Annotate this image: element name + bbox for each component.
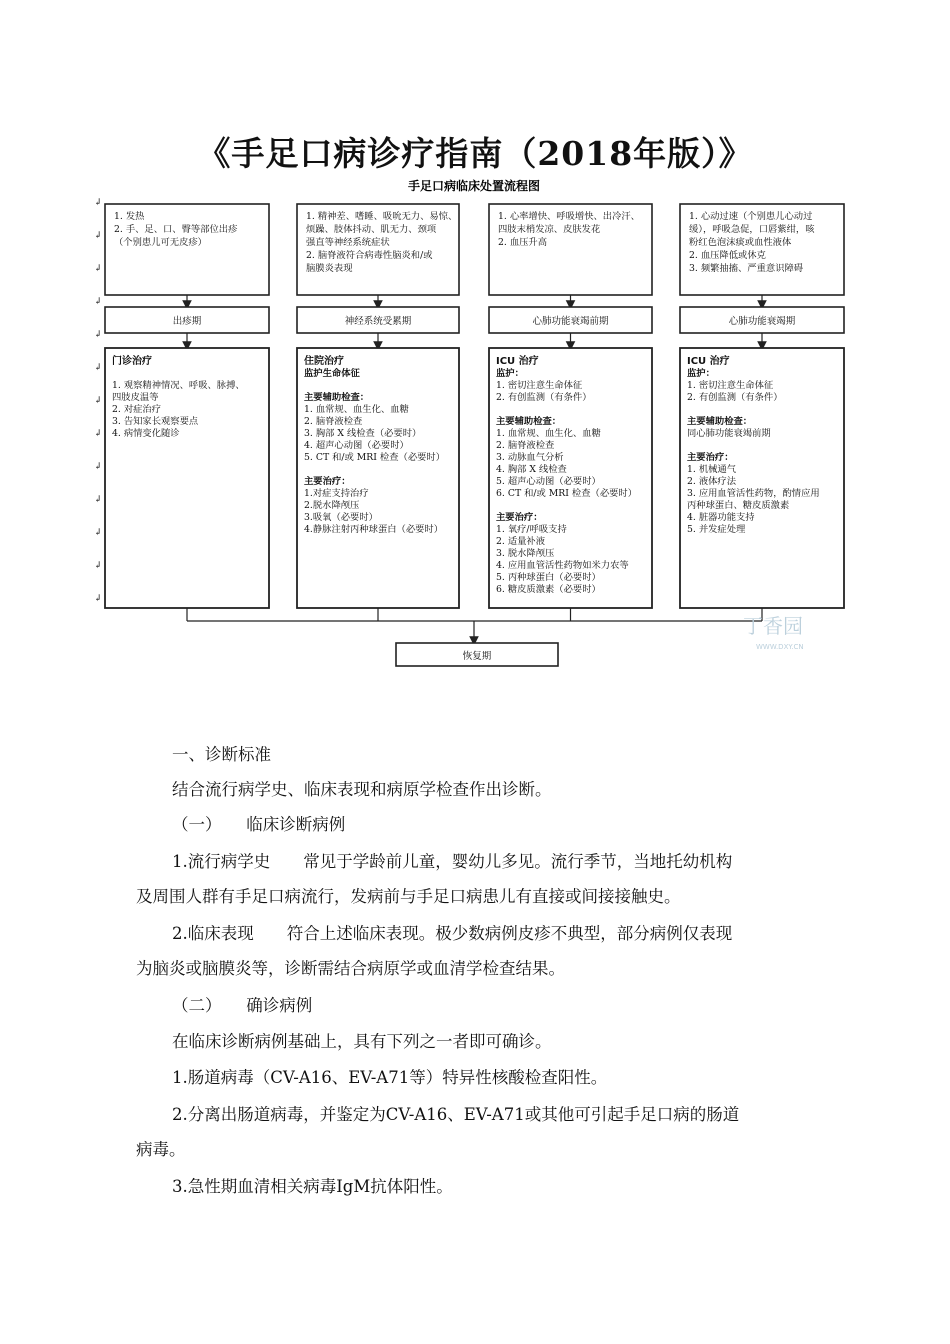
- symptom-text: 1. 心率增快、呼吸增快、出冷汗、: [498, 211, 640, 222]
- watermark-url: WWW.DXY.CN: [756, 643, 804, 651]
- treatment-text: 2. 适量补液: [496, 536, 546, 547]
- treatment-text: 主要治疗：: [304, 476, 351, 487]
- symptom-text: 2. 手、足、口、臀等部位出疹: [114, 224, 238, 235]
- treatment-text: 6. 糖皮质激素（必要时）: [496, 584, 601, 595]
- symptom-text: 3. 频繁抽搐、严重意识障碍: [689, 263, 804, 274]
- treatment-text: 主要辅助检查：: [496, 416, 562, 427]
- treatment-text: 监护：: [687, 368, 715, 379]
- treatment-text: 2. 有创监测（有条件）: [496, 392, 592, 403]
- treatment-text: 3. 告知家长观察要点: [112, 416, 199, 427]
- treatment-text: 2. 对症治疗: [112, 404, 162, 415]
- treatment-text: 4. 应用血管活性药物如米力农等: [496, 560, 629, 571]
- treatment-text: 住院治疗: [304, 356, 344, 367]
- symptom-text: 四肢末梢发凉、皮肤发花: [498, 224, 601, 235]
- treatment-text: 门诊治疗: [112, 356, 152, 367]
- confirm-item-3: 3.急性期血清相关病毒IgM抗体阳性。: [172, 1177, 453, 1196]
- symptom-text: 脑膜炎表现: [306, 263, 353, 274]
- treatment-text: 4.静脉注射丙种球蛋白（必要时）: [304, 524, 444, 535]
- margin-marker: ↲: [94, 230, 102, 241]
- treatment-text: 4. 超声心动图（必要时）: [304, 440, 409, 451]
- confirm-item-2-line-2: 病毒。: [136, 1140, 186, 1159]
- symptom-text: 烦躁、肢体抖动、肌无力、颈项: [306, 224, 437, 235]
- treatment-text: 5. CT 和/或 MRI 检查（必要时）: [304, 452, 446, 463]
- treatment-text: 1.对症支持治疗: [304, 488, 369, 499]
- treatment-text: 4. 脏器功能支持: [687, 512, 755, 523]
- stage-label: 心肺功能衰竭前期: [532, 316, 609, 327]
- treatment-text: 监护：: [496, 368, 524, 379]
- symptom-text: 2. 血压升高: [498, 237, 548, 248]
- treatment-text: 3. 动脉血气分析: [496, 452, 564, 463]
- watermark-logo-text: 丁香园: [743, 614, 803, 638]
- symptom-text: （个别患儿可无皮疹）: [114, 237, 207, 248]
- treatment-text: 5. 丙种球蛋白（必要时）: [496, 572, 601, 583]
- treatment-text: 四肢皮温等: [112, 392, 159, 403]
- document-title: 《手足口病诊疗指南（2018年版）》: [197, 134, 753, 173]
- margin-marker: ↲: [94, 494, 102, 505]
- treatment-text: 主要治疗：: [687, 452, 734, 463]
- margin-marker: ↲: [94, 362, 102, 373]
- treatment-text: 主要辅助检查：: [304, 392, 370, 403]
- treatment-text: 3. 胸部 X 线检查（必要时）: [304, 428, 422, 439]
- margin-marker: ↲: [94, 329, 102, 340]
- symptom-text: 2. 血压降低或休克: [689, 250, 766, 261]
- treatment-text: 5. 超声心动图（必要时）: [496, 476, 601, 487]
- treatment-text: 2. 有创监测（有条件）: [687, 392, 783, 403]
- treatment-text: 4. 胸部 X 线检查: [496, 464, 567, 475]
- epidemiology-line-2: 及周围人群有手足口病流行，发病前与手足口病患儿有直接或间接接触史。: [136, 887, 681, 906]
- symptom-text: 缓），呼吸急促，口唇紫绀，咳: [689, 224, 815, 235]
- treatment-text: 主要辅助检查：: [687, 416, 753, 427]
- symptom-text: 粉红色泡沫痰或血性液体: [689, 237, 792, 248]
- treatment-text: 1. 血常规、血生化、血糖: [496, 428, 601, 439]
- recovery-label: 恢复期: [462, 651, 492, 662]
- symptom-text: 1. 精神差、嗜睡、吸吮无力、易惊、: [306, 211, 458, 222]
- treatment-text: 2. 液体疗法: [687, 476, 737, 487]
- clinical-line-2: 为脑炎或脑膜炎等，诊断需结合病原学或血清学检查结果。: [136, 959, 565, 978]
- treatment-text: 5. 并发症处理: [687, 524, 746, 535]
- flowchart-title: 手足口病临床处置流程图: [407, 179, 541, 193]
- treatment-text: 3. 脱水降颅压: [496, 548, 555, 559]
- margin-marker: ↲: [94, 296, 102, 307]
- section-heading: 一、诊断标准: [172, 745, 271, 764]
- intro-paragraph: 结合流行病学史、临床表现和病原学检查作出诊断。: [172, 780, 552, 799]
- treatment-text: 1. 观察精神情况、呼吸、脉搏、: [112, 380, 245, 391]
- stage-label: 心肺功能衰竭期: [728, 316, 796, 327]
- treatment-text: 丙种球蛋白、糖皮质激素: [687, 500, 790, 511]
- symptom-text: 强直等神经系统症状: [306, 237, 390, 248]
- treatment-text: 1. 密切注意生命体征: [687, 380, 774, 391]
- treatment-text: 1. 血常规、血生化、血糖: [304, 404, 409, 415]
- treatment-text: 2.脱水降颅压: [304, 500, 360, 511]
- margin-marker: ↲: [94, 461, 102, 472]
- treatment-text: 3. 应用血管活性药物，酌情应用: [687, 488, 820, 499]
- symptom-text: 1. 心动过速（个别患儿心动过: [689, 211, 813, 222]
- treatment-text: 监护生命体征: [304, 368, 360, 379]
- stage-label: 出疹期: [172, 316, 202, 327]
- margin-marker: ↲: [94, 263, 102, 274]
- margin-marker: ↲: [94, 527, 102, 538]
- treatment-text: 1. 机械通气: [687, 464, 737, 475]
- margin-marker: ↲: [94, 560, 102, 571]
- treatment-text: 4. 病情变化随诊: [112, 428, 180, 439]
- margin-marker: ↲: [94, 593, 102, 604]
- treatment-text: 6. CT 和/或 MRI 检查（必要时）: [496, 488, 638, 499]
- confirm-item-2-line-1: 2.分离出肠道病毒，并鉴定为CV-A16、EV-A71或其他可引起手足口病的肠道: [172, 1105, 740, 1124]
- treatment-text: ICU 治疗: [687, 356, 730, 367]
- margin-marker: ↲: [94, 395, 102, 406]
- treatment-text: 1. 密切注意生命体征: [496, 380, 583, 391]
- epidemiology-line-1: 1.流行病学史 常见于学龄前儿童，婴幼儿多见。流行季节，当地托幼机构: [172, 852, 733, 871]
- symptom-text: 1. 发热: [114, 211, 145, 222]
- treatment-text: 2. 脑脊液检查: [304, 416, 363, 427]
- stage-label: 神经系统受累期: [344, 316, 412, 327]
- treatment-text: 主要治疗：: [496, 512, 543, 523]
- treatment-text: 1. 氧疗/呼吸支持: [496, 524, 567, 535]
- subheading-clinical: （一） 临床诊断病例: [172, 815, 346, 834]
- treatment-text: 同心肺功能衰竭前期: [687, 428, 771, 439]
- subheading-confirmed: （二） 确诊病例: [172, 996, 313, 1015]
- confirm-item-1: 1.肠道病毒（CV-A16、EV-A71等）特异性核酸检查阳性。: [172, 1068, 608, 1087]
- treatment-text: 3.吸氧（必要时）: [304, 512, 378, 523]
- margin-marker: ↲: [94, 197, 102, 208]
- flowchart-svg: [93, 175, 856, 668]
- treatment-text: ICU 治疗: [496, 356, 539, 367]
- symptom-text: 2. 脑脊液符合病毒性脑炎和/或: [306, 250, 433, 261]
- confirm-intro: 在临床诊断病例基础上，具有下列之一者即可确诊。: [172, 1032, 552, 1051]
- margin-marker: ↲: [94, 428, 102, 439]
- treatment-text: 2. 脑脊液检查: [496, 440, 555, 451]
- flowchart-figure: [93, 175, 856, 668]
- clinical-line-1: 2.临床表现 符合上述临床表现。极少数病例皮疹不典型，部分病例仅表现: [172, 924, 733, 943]
